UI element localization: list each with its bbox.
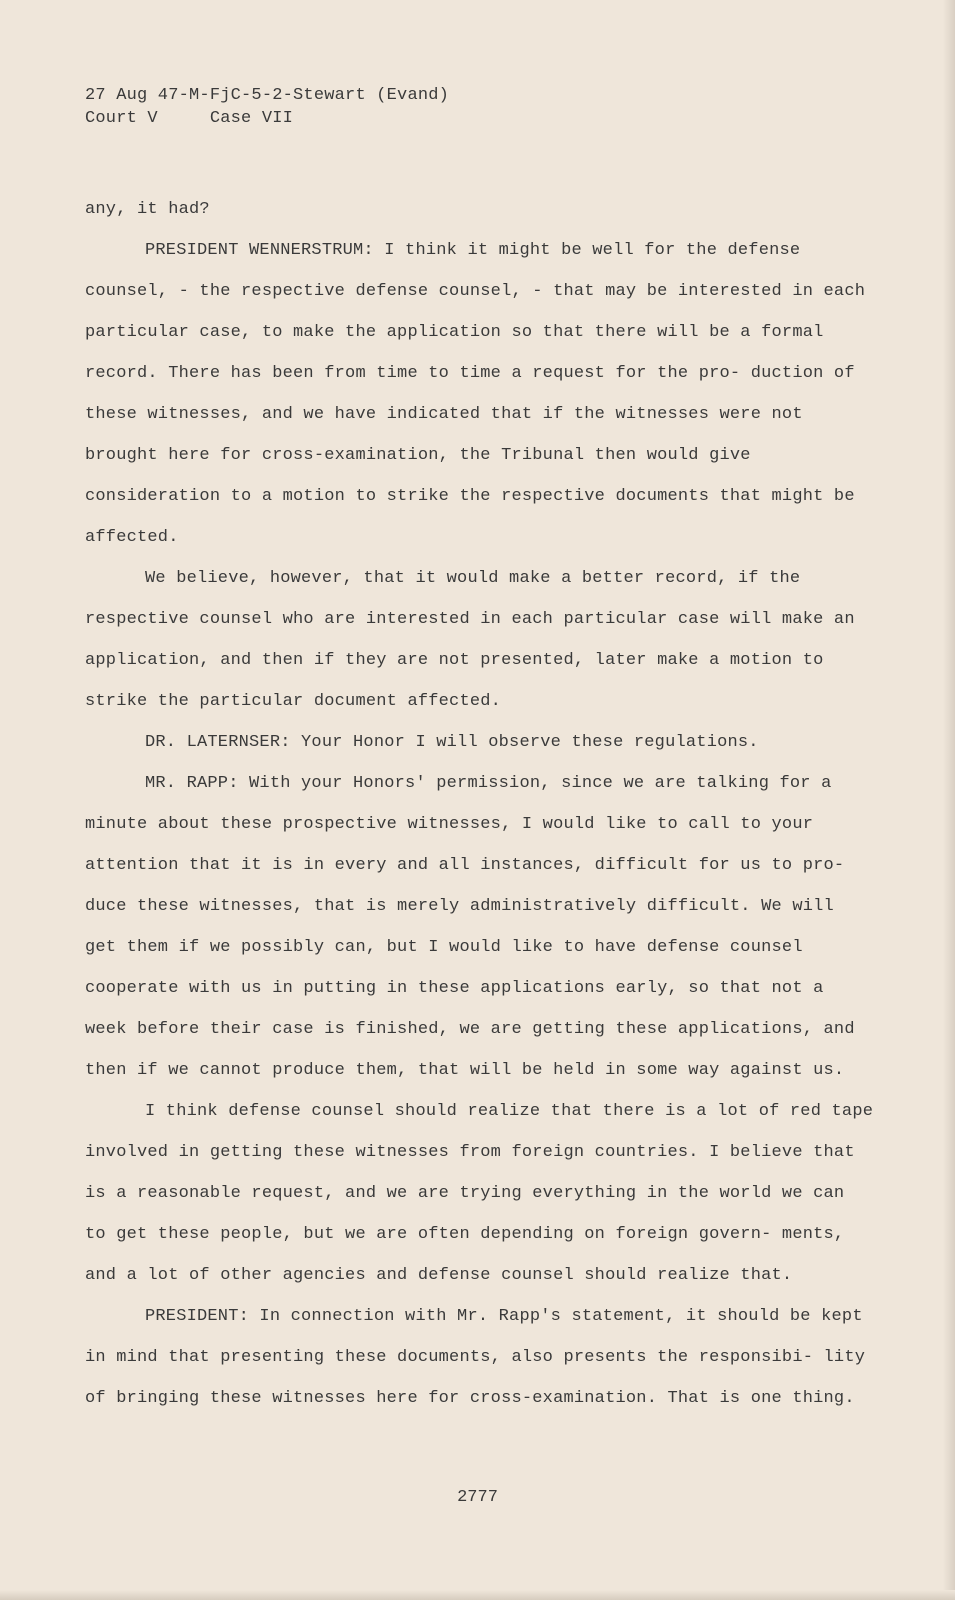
page-bottom-shadow	[0, 1590, 955, 1600]
header-court-case-line: Court V Case VII	[85, 109, 294, 128]
transcript-text	[85, 189, 875, 1419]
paragraph-continuation: any, it had?	[85, 200, 210, 219]
paragraph-better-record: We believe, however, that it would make a better record, if the respective counsel who are interested in each particular case will make an application, and then if they are not presented, later make a motion to strike the particular document affected.	[85, 569, 855, 711]
paragraph-mr-rapp: MR. RAPP: With your Honors' permission, since we are talking for a minute about these prospective witnesses, I would like to call to your attention that it is in every and all instances, difficult for us to pro- duce these witnesses, that is merely administratively difficult. We will get them if we possibly can, but I would like to have defense counsel cooperate with us in putting in these applications early, so that not a week before their case is finished, we are getting these applications, and then if we cannot produce them, that will be held in some way against us.	[85, 774, 855, 1080]
page-edge-shadow	[943, 0, 955, 1600]
paragraph-president: PRESIDENT: In connection with Mr. Rapp's statement, it should be kept in mind that presenting these documents, also presents the responsibi- lity of bringing these witnesses here for cross-examination. That is one thing.	[85, 1307, 866, 1408]
header-reference-line: 27 Aug 47-M-FjC-5-2-Stewart (Evand)	[85, 86, 450, 105]
page-number: 2777	[457, 1488, 498, 1507]
transcript-body	[85, 84, 875, 1408]
paragraph-dr-laternser: DR. LATERNSER: Your Honor I will observe these regulations.	[145, 733, 759, 752]
paragraph-red-tape: I think defense counsel should realize that there is a lot of red tape involved in getting these witnesses from foreign countries. I believe that is a reasonable request, and we are trying everything in the world we can to get these people, but we are often depending on foreign govern- ments, and a lot of other agencies and defense counsel should realize that.	[85, 1102, 874, 1285]
paragraph-president-wennerstrum: PRESIDENT WENNERSTRUM: I think it might be well for the defense counsel, - the respective defense counsel, - that may be interested in each particular case, to make the application so that there will be a formal record. There has been from time to time a request for the pro- duction of these witnesses, and we have indicated that if the witnesses were not brought here for cross-examination, the Tribunal then would give consideration to a motion to strike the respective documents that might be affected.	[85, 241, 866, 547]
